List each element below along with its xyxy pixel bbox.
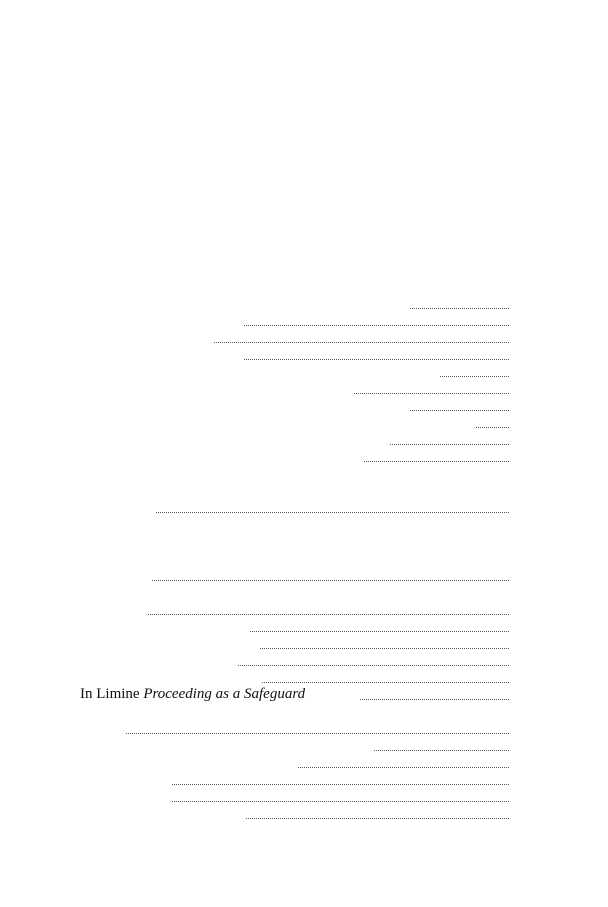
dot-leader <box>410 295 509 309</box>
dot-leader <box>440 363 509 377</box>
dot-leader <box>390 431 509 445</box>
dot-leader <box>126 720 509 734</box>
dot-leader <box>148 601 509 615</box>
dot-leader <box>374 737 509 751</box>
dot-leader <box>244 346 509 360</box>
dot-leader <box>152 567 509 581</box>
dot-leader <box>156 499 509 513</box>
dot-leader <box>476 414 509 428</box>
dot-leader <box>246 805 509 819</box>
dot-leader <box>172 771 509 785</box>
toc-entry <box>64 465 509 516</box>
dot-leader <box>354 380 509 394</box>
dot-leader <box>360 686 509 700</box>
toc-entry-title: In Limine Proceeding as a Safeguard <box>80 686 306 702</box>
dot-leader <box>244 312 509 326</box>
toc-entry <box>64 516 509 584</box>
dot-leader <box>262 669 509 683</box>
toc-entry <box>48 584 509 618</box>
dot-leader <box>260 635 509 649</box>
dot-leader <box>214 329 509 343</box>
dot-leader <box>364 448 509 462</box>
toc-entry <box>64 703 509 737</box>
dot-leader <box>410 397 509 411</box>
dot-leader <box>172 788 509 802</box>
dot-leader <box>238 652 509 666</box>
dot-leader <box>250 618 509 632</box>
toc-entry <box>80 805 509 822</box>
dot-leader <box>298 754 509 768</box>
